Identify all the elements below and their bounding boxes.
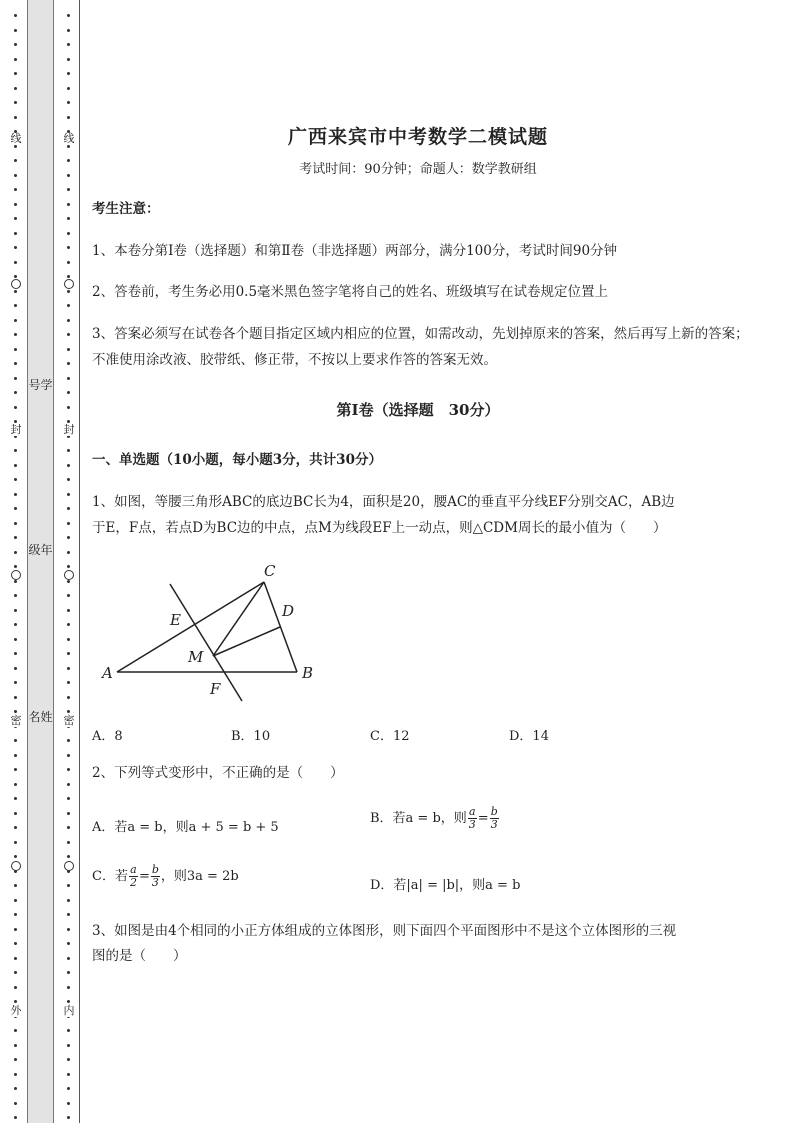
margin-dot [67, 667, 70, 670]
margin-dot [67, 101, 70, 104]
margin-dot [67, 884, 70, 887]
margin-dot [14, 43, 17, 46]
margin-dot [67, 58, 70, 61]
margin-dot [67, 507, 70, 510]
q2-option-b-fraction-2 [490, 806, 499, 831]
margin-dot [67, 246, 70, 249]
margin-dot [67, 855, 70, 858]
margin-dot [14, 899, 17, 902]
margin-dot [14, 594, 17, 597]
margin-dot [14, 551, 17, 554]
margin-dot [14, 58, 17, 61]
margin-dot [67, 609, 70, 612]
margin-dot [14, 406, 17, 409]
margin-dot [14, 652, 17, 655]
margin-dot [67, 478, 70, 481]
label-B: B [302, 664, 314, 682]
margin-dot [67, 116, 70, 119]
q2-text: 2、下列等式变形中，不正确的是（ ） [92, 765, 344, 781]
fraction-numerator: a [130, 863, 137, 876]
margin-dot [14, 246, 17, 249]
margin-dot [67, 261, 70, 264]
margin-dot [14, 319, 17, 322]
q2-option-d[interactable]: D．若|a| = |b|，则a = b [370, 878, 521, 893]
margin-dot [14, 609, 17, 612]
q2-option-b[interactable] [370, 806, 500, 831]
fraction-numerator: b [151, 863, 159, 876]
margin-dot [14, 1102, 17, 1105]
margin-dot [67, 159, 70, 162]
margin-dot [67, 986, 70, 989]
margin-dot [14, 841, 17, 844]
margin-dot [67, 1116, 70, 1119]
q2-option-b-fraction-1 [468, 806, 477, 831]
margin-dot [67, 391, 70, 394]
label-M: M [188, 648, 204, 666]
q2-option-b-prefix: B．若a = b，则 [370, 811, 467, 826]
margin-dot [67, 275, 70, 278]
outer-circle-2 [11, 570, 21, 580]
margin-dot [14, 116, 17, 119]
notice-item-2: 2、答卷前，考生务必用0.5毫米黑色签字笔将自己的姓名、班级填写在试卷规定位置上 [92, 284, 609, 300]
margin-dot [67, 14, 70, 17]
inner-circle-1 [64, 279, 74, 289]
fraction-numerator: a [469, 805, 476, 818]
margin-dot [67, 217, 70, 220]
margin-dot [67, 768, 70, 771]
margin-dot [67, 536, 70, 539]
margin-dot [67, 783, 70, 786]
margin-dot [14, 739, 17, 742]
margin-dot [14, 812, 17, 815]
exam-title: 广西来宾市中考数学二模试题 [287, 126, 548, 148]
outer-circle-1 [11, 279, 21, 289]
margin-dot [14, 377, 17, 380]
q3-text-line2: 图的是（ ） [92, 948, 187, 964]
margin-dot [14, 174, 17, 177]
margin-dot [67, 1058, 70, 1061]
q1-triangle-figure [90, 555, 330, 705]
q2-option-c[interactable] [92, 864, 239, 889]
margin-dot [14, 1116, 17, 1119]
margin-dot [14, 507, 17, 510]
q1-option-a[interactable]: A．8 [92, 729, 123, 744]
margin-dot [14, 1044, 17, 1047]
margin-dot [67, 188, 70, 191]
fraction-denominator: 3 [151, 876, 159, 889]
margin-dot [67, 406, 70, 409]
margin-dot [67, 1000, 70, 1003]
margin-dot [14, 275, 17, 278]
margin-dot [67, 1044, 70, 1047]
inner-label-feng: 封 [63, 423, 75, 436]
margin-dot [67, 652, 70, 655]
notice-heading: 考生注意： [92, 201, 160, 217]
outer-circle-3 [11, 861, 21, 871]
margin-dot [14, 928, 17, 931]
margin-dot [67, 797, 70, 800]
margin-dot [14, 188, 17, 191]
margin-dot [14, 522, 17, 525]
inner-circle-3 [64, 861, 74, 871]
part-heading: 一、单选题（10小题，每小题3分，共计30分） [92, 452, 382, 468]
margin-dot [67, 638, 70, 641]
margin-dot [67, 1073, 70, 1076]
margin-dot [67, 971, 70, 974]
margin-dot [14, 1073, 17, 1076]
margin-dot [14, 391, 17, 394]
margin-dot [67, 812, 70, 815]
margin-dot [67, 1029, 70, 1032]
margin-dot [14, 681, 17, 684]
margin-dot [14, 362, 17, 365]
margin-dot [14, 667, 17, 670]
margin-dot [67, 304, 70, 307]
margin-dot [14, 348, 17, 351]
inner-label-xian: 线 [63, 132, 75, 145]
margin-dot [67, 319, 70, 322]
margin-dot [67, 942, 70, 945]
fraction-numerator: b [490, 805, 498, 818]
margin-dot [67, 623, 70, 626]
band-label-text: 名姓 [28, 710, 53, 724]
margin-dot [14, 87, 17, 90]
margin-dot [14, 536, 17, 539]
outer-label-xian: 线 [10, 132, 22, 145]
student-info-band [27, 0, 54, 1123]
equals-sign: = [138, 869, 150, 884]
outer-label-feng: 封 [10, 423, 22, 436]
class-label [28, 543, 53, 558]
margin-dot [67, 551, 70, 554]
inner-label-nei: 内 [63, 1004, 75, 1017]
margin-dot [14, 14, 17, 17]
segment-CB [264, 582, 297, 672]
margin-dot [67, 754, 70, 757]
margin-dot [14, 986, 17, 989]
margin-dot [67, 290, 70, 293]
margin-dot [67, 913, 70, 916]
margin-dot [67, 565, 70, 568]
margin-dot [14, 333, 17, 336]
inner-label-mi: 密 [63, 714, 75, 727]
margin-dot [14, 493, 17, 496]
margin-dot [14, 971, 17, 974]
q2-option-a[interactable]: A．若a = b，则a + 5 = b + 5 [92, 820, 279, 835]
margin-dot [67, 29, 70, 32]
q1-option-d[interactable]: D．14 [509, 729, 549, 744]
margin-dot [14, 449, 17, 452]
margin-dot [14, 957, 17, 960]
margin-dot [14, 72, 17, 75]
label-D: D [282, 602, 295, 620]
band-label-text: 级年 [28, 543, 53, 557]
margin-dot [14, 565, 17, 568]
margin-dot [67, 43, 70, 46]
fraction-denominator: 3 [490, 818, 498, 831]
margin-dot [67, 899, 70, 902]
margin-dot [14, 783, 17, 786]
margin-dot [14, 913, 17, 916]
margin-dot [67, 493, 70, 496]
band-label-text: 号学 [28, 378, 53, 392]
margin-dot [67, 739, 70, 742]
margin-dot [14, 884, 17, 887]
margin-dot [67, 362, 70, 365]
margin-dot [14, 710, 17, 713]
margin-dot [14, 29, 17, 32]
q1-text-line1: 1、如图，等腰三角形ABC的底边BC长为4，面积是20，腰AC的垂直平分线EF分别交AC，AB边 [92, 494, 675, 510]
margin-dot [67, 72, 70, 75]
margin-dot [14, 1058, 17, 1061]
margin-dot [14, 304, 17, 307]
label-F: F [210, 680, 221, 698]
margin-dot [67, 87, 70, 90]
inner-dotted-line [63, 0, 75, 1123]
binding-line [79, 0, 80, 1123]
margin-dot [67, 174, 70, 177]
label-C: C [264, 562, 276, 580]
margin-dot [67, 333, 70, 336]
inner-circle-2 [64, 570, 74, 580]
exam-subtitle: 考试时间：90分钟；命题人：数学教研组 [299, 162, 537, 177]
margin-dot [67, 1102, 70, 1105]
margin-dot [14, 826, 17, 829]
margin-dot [14, 290, 17, 293]
margin-dot [14, 696, 17, 699]
margin-dot [67, 203, 70, 206]
margin-dot [67, 841, 70, 844]
margin-dot [67, 377, 70, 380]
outer-label-mi: 密 [10, 714, 22, 727]
margin-dot [14, 261, 17, 264]
margin-dot [14, 638, 17, 641]
margin-dot [14, 1000, 17, 1003]
outer-label-wai: 外 [10, 1004, 22, 1017]
margin-dot [67, 522, 70, 525]
notice-item-3: 3、答案必须写在试卷各个题目指定区域内相应的位置，如需改动，先划掉原来的答案，然后再写上新的答案；不准使用涂改液、胶带纸、修正带，不按以上要求作答的答案无效。 [92, 326, 749, 368]
margin-dot [14, 159, 17, 162]
fraction-denominator: 2 [129, 876, 137, 889]
notice-item-1: 1、本卷分第I卷（选择题）和第Ⅱ卷（非选择题）两部分，满分100分，考试时间90分钟 [92, 243, 618, 259]
margin-dot [67, 1087, 70, 1090]
q1-option-c[interactable]: C．12 [370, 729, 410, 744]
label-E: E [170, 611, 181, 629]
label-A: A [102, 664, 113, 682]
margin-dot [14, 942, 17, 945]
margin-dot [67, 710, 70, 713]
q2-option-c-fraction-2 [151, 864, 160, 889]
margin-dot [14, 232, 17, 235]
margin-dot [14, 464, 17, 467]
margin-dot [67, 681, 70, 684]
margin-dot [14, 797, 17, 800]
margin-dot [14, 1087, 17, 1090]
margin-dot [14, 623, 17, 626]
q3-text-line1: 3、如图是由4个相同的小正方体组成的立体图形，则下面四个平面图形中不是这个立体图形的三视 [92, 923, 677, 939]
margin-dot [14, 754, 17, 757]
margin-dot [67, 232, 70, 235]
q2-option-c-suffix: ，则3a = 2b [160, 869, 239, 884]
outer-dotted-line [10, 0, 22, 1123]
margin-dot [14, 478, 17, 481]
margin-dot [14, 203, 17, 206]
margin-dot [67, 696, 70, 699]
student-number-label [28, 378, 53, 393]
section-title: 第I卷（选择题 30分） [336, 401, 500, 419]
margin-dot [14, 855, 17, 858]
margin-dot [67, 449, 70, 452]
q2-option-c-fraction-1 [129, 864, 138, 889]
margin-dot [67, 957, 70, 960]
fraction-denominator: 3 [468, 818, 476, 831]
margin-dot [14, 1029, 17, 1032]
margin-dot [67, 348, 70, 351]
margin-dot [14, 101, 17, 104]
q1-text-line2: 于E，F点，若点D为BC边的中点，点M为线段EF上一动点，则△CDM周长的最小值为（ ） [92, 520, 667, 536]
name-label [28, 710, 53, 725]
margin-dot [14, 768, 17, 771]
margin-dot [67, 928, 70, 931]
equals-sign: = [477, 811, 489, 826]
q2-option-c-prefix: C．若 [92, 869, 128, 884]
q1-option-b[interactable]: B．10 [231, 729, 271, 744]
margin-dot [67, 464, 70, 467]
margin-dot [14, 217, 17, 220]
margin-dot [67, 826, 70, 829]
margin-dot [67, 594, 70, 597]
